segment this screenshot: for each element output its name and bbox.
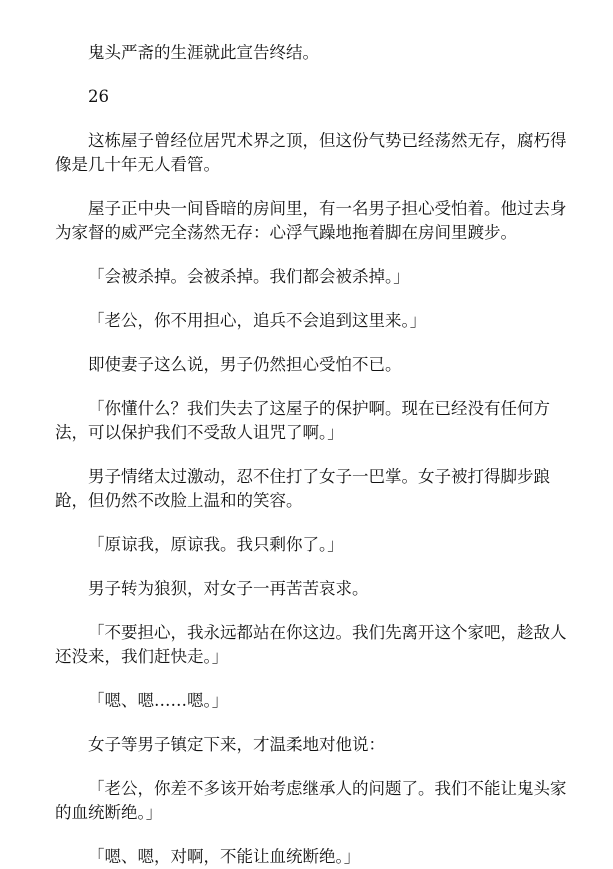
dialogue-line: 「老公，你不用担心，追兵不会追到这里来。」 (88, 311, 427, 330)
paragraph: 男子情绪太过激动，忍不住打了女子一巴掌。女子被打得脚步踉跄，但仍然不改脸上温和的笑容。 (55, 467, 550, 510)
dialogue-line: 「原谅我，原谅我。我只剩你了。」 (88, 535, 344, 554)
chapter-number: 26 (88, 87, 109, 106)
paragraph: 女子等男子镇定下来，才温柔地对他说： (88, 735, 385, 754)
paragraph: 这栋屋子曾经位居咒术界之顶，但这份气势已经荡然无存，腐朽得像是几十年无人看管。 (55, 131, 567, 174)
dialogue-line: 「嗯、嗯，对啊，不能让血统断绝。」 (88, 847, 361, 866)
dialogue-line: 「不要担心，我永远都站在你这边。我们先离开这个家吧，趁敌人还没来，我们赶快走。」 (55, 623, 567, 666)
dialogue-line: 「老公，你差不多该开始考虑继承人的问题了。我们不能让鬼头家的血统断绝。」 (55, 779, 567, 822)
dialogue-line: 「你懂什么？我们失去了这屋子的保护啊。现在已经没有任何方法，可以保护我们不受敌人诅咒了啊。」 (55, 399, 550, 442)
dialogue-line: 「会被杀掉。会被杀掉。我们都会被杀掉。」 (88, 267, 410, 286)
body-text (55, 41, 575, 869)
paragraph: 即使妻子这么说，男子仍然担心受怕不已。 (88, 355, 402, 374)
paragraph: 鬼头严斋的生涯就此宣告终结。 (88, 43, 319, 62)
paragraph: 屋子正中央一间昏暗的房间里，有一名男子担心受怕着。他过去身为家督的威严完全荡然无存：心浮气躁地拖着脚在房间里踱步。 (55, 199, 567, 242)
paragraph: 男子转为狼狈，对女子一再苦苦哀求。 (88, 579, 369, 598)
dialogue-line: 「嗯、嗯……嗯。」 (88, 691, 229, 710)
